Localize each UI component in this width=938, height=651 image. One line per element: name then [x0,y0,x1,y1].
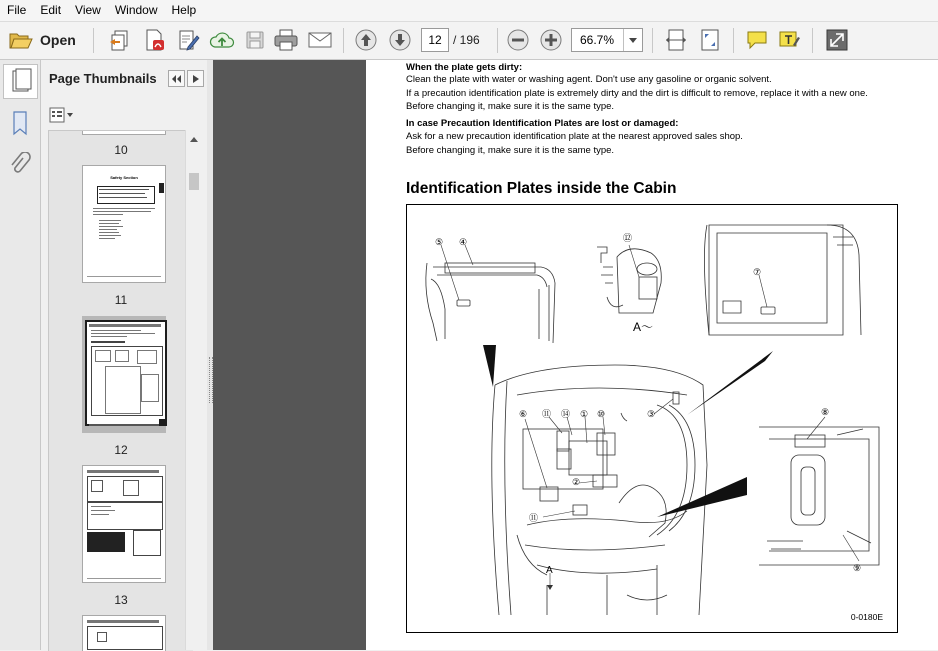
cabin-diagram [406,204,898,633]
callout-11-top: ⑪ [542,409,552,419]
zoom-value: 66.7% [579,33,615,47]
thumbnail-page[interactable] [82,465,166,583]
thumbnails-panel [41,60,208,650]
full-screen-button[interactable] [823,27,851,53]
toolbar [0,22,938,60]
thumbnail-label: 13 [114,593,128,607]
upload-button[interactable] [208,27,236,53]
zoom-out-button[interactable] [505,27,531,53]
text-heading-dirty: When the plate gets dirty: [406,62,523,73]
chevron-right-icon [193,75,199,83]
section-heading: Identification Plates inside the Cabin [406,180,677,197]
callout-12: ⑫ [623,233,633,243]
edit-pdf-button[interactable] [174,27,202,53]
menu-edit[interactable]: Edit [40,3,62,17]
figure-code: 0-0180E [850,612,883,622]
printer-icon [273,28,299,52]
chevron-down-icon[interactable] [623,29,642,51]
callout-9: ⑨ [853,563,862,573]
callout-8: ⑧ [821,407,830,417]
panel-title: Page Thumbnails [49,71,157,86]
double-chevron-left-icon [172,75,181,83]
callout-10: ⑩ [597,409,606,419]
next-page-button[interactable] [386,27,414,53]
minus-circle-icon [506,28,530,52]
toolbar-separator [497,28,498,53]
arrow-down-circle-icon [388,28,412,52]
fit-page-button[interactable] [697,27,723,53]
thumbnail-page[interactable] [82,615,166,651]
toolbar-separator [733,28,734,53]
toolbar-separator [343,28,344,53]
fit-page-icon [699,28,721,52]
highlighter-icon [777,29,801,51]
page-thumbnails-icon [4,65,37,98]
arrow-a-label: A [546,565,553,576]
scroll-up-arrow-icon[interactable] [186,132,202,146]
previous-page-button[interactable] [352,27,380,53]
toolbar-separator [93,28,94,53]
callout-11-bottom: ⑪ [529,513,539,523]
speech-bubble-icon [745,29,769,51]
fit-width-button[interactable] [663,27,689,53]
page-number-input[interactable]: 12 [421,28,449,52]
collapse-panel-button[interactable] [168,70,185,87]
callout-1: ① [580,409,589,419]
callout-5: ⑤ [435,237,444,247]
menu-file[interactable]: File [7,3,27,17]
thumbnail-label: 11 [114,293,128,307]
text-line: Clean the plate with water or washing agent. Don't use any gasoline or organic solvent. [406,74,772,85]
envelope-icon [307,29,333,51]
print-button[interactable] [272,27,300,53]
thumbnail-page[interactable] [82,130,166,135]
comment-button[interactable] [744,27,770,53]
create-pdf-button[interactable] [106,27,134,53]
text-line: Ask for a new precaution identification plate at the nearest approved sales shop. [406,131,743,142]
menu-view[interactable]: View [75,3,101,17]
expand-icon [825,28,849,52]
arrow-up-circle-icon [354,28,378,52]
toolbar-separator [652,28,653,53]
page-thumbnails-tab[interactable] [3,64,38,99]
open-label: Open [40,32,76,48]
menu-help[interactable]: Help [171,3,197,17]
scrollbar-thumb[interactable] [189,173,199,190]
pdf-document-icon [142,28,166,52]
toolbar-separator [812,28,813,53]
callout-14: ⑭ [561,409,571,419]
attachments-tab[interactable] [8,152,32,178]
thumbnail-label: 12 [114,443,128,457]
callout-4: ④ [459,237,468,247]
create-pdf-icon [108,28,132,52]
fit-width-icon [665,28,687,52]
callout-6: ⑥ [519,409,528,419]
thumbnail-list[interactable] [48,130,193,651]
thumbnail-label: 10 [114,143,128,157]
navigation-pane [0,60,41,650]
open-button[interactable] [8,27,76,53]
callout-2: ② [572,477,581,487]
bookmarks-tab[interactable] [8,110,32,136]
thumbnail-heading: Safety Section [110,175,138,180]
thumbnail-page[interactable] [82,165,166,283]
thumbnail-page-current[interactable] [85,320,167,426]
highlight-button[interactable] [776,27,802,53]
document-page [366,60,938,650]
zoom-in-button[interactable] [538,27,564,53]
text-line: If a precaution identification plate is extremely dirty and the dirt is difficult to remove, replace it with a new one. [406,88,868,99]
menu-window[interactable]: Window [114,3,158,17]
expand-panel-button[interactable] [187,70,204,87]
cloud-upload-icon [209,28,235,52]
email-button[interactable] [306,27,334,53]
zoom-select[interactable] [571,28,643,52]
folder-icon [8,29,34,51]
cabin-illustration [407,205,897,632]
options-menu-icon [49,107,75,123]
thumbnail-scrollbar[interactable] [185,130,202,650]
text-line: Before changing it, make sure it is the same type. [406,145,615,156]
save-button[interactable] [242,27,268,53]
document-view[interactable] [213,60,938,650]
text-heading-lost: In case Precaution Identification Plates are lost or damaged: [406,118,679,129]
pdf-tools-button[interactable] [140,27,168,53]
callout-3: ③ [647,409,656,419]
text-line: Before changing it, make sure it is the same type. [406,101,615,112]
callout-7: ⑦ [753,267,762,277]
menu-bar [0,0,938,22]
page-total: / 196 [453,33,480,47]
plus-circle-icon [539,28,563,52]
edit-document-icon [176,28,200,52]
view-a-label: A～ [633,320,654,334]
paperclip-icon [8,152,32,178]
bookmark-icon [8,110,32,136]
save-disk-icon [244,29,266,51]
thumbnail-options-button[interactable] [49,107,75,123]
